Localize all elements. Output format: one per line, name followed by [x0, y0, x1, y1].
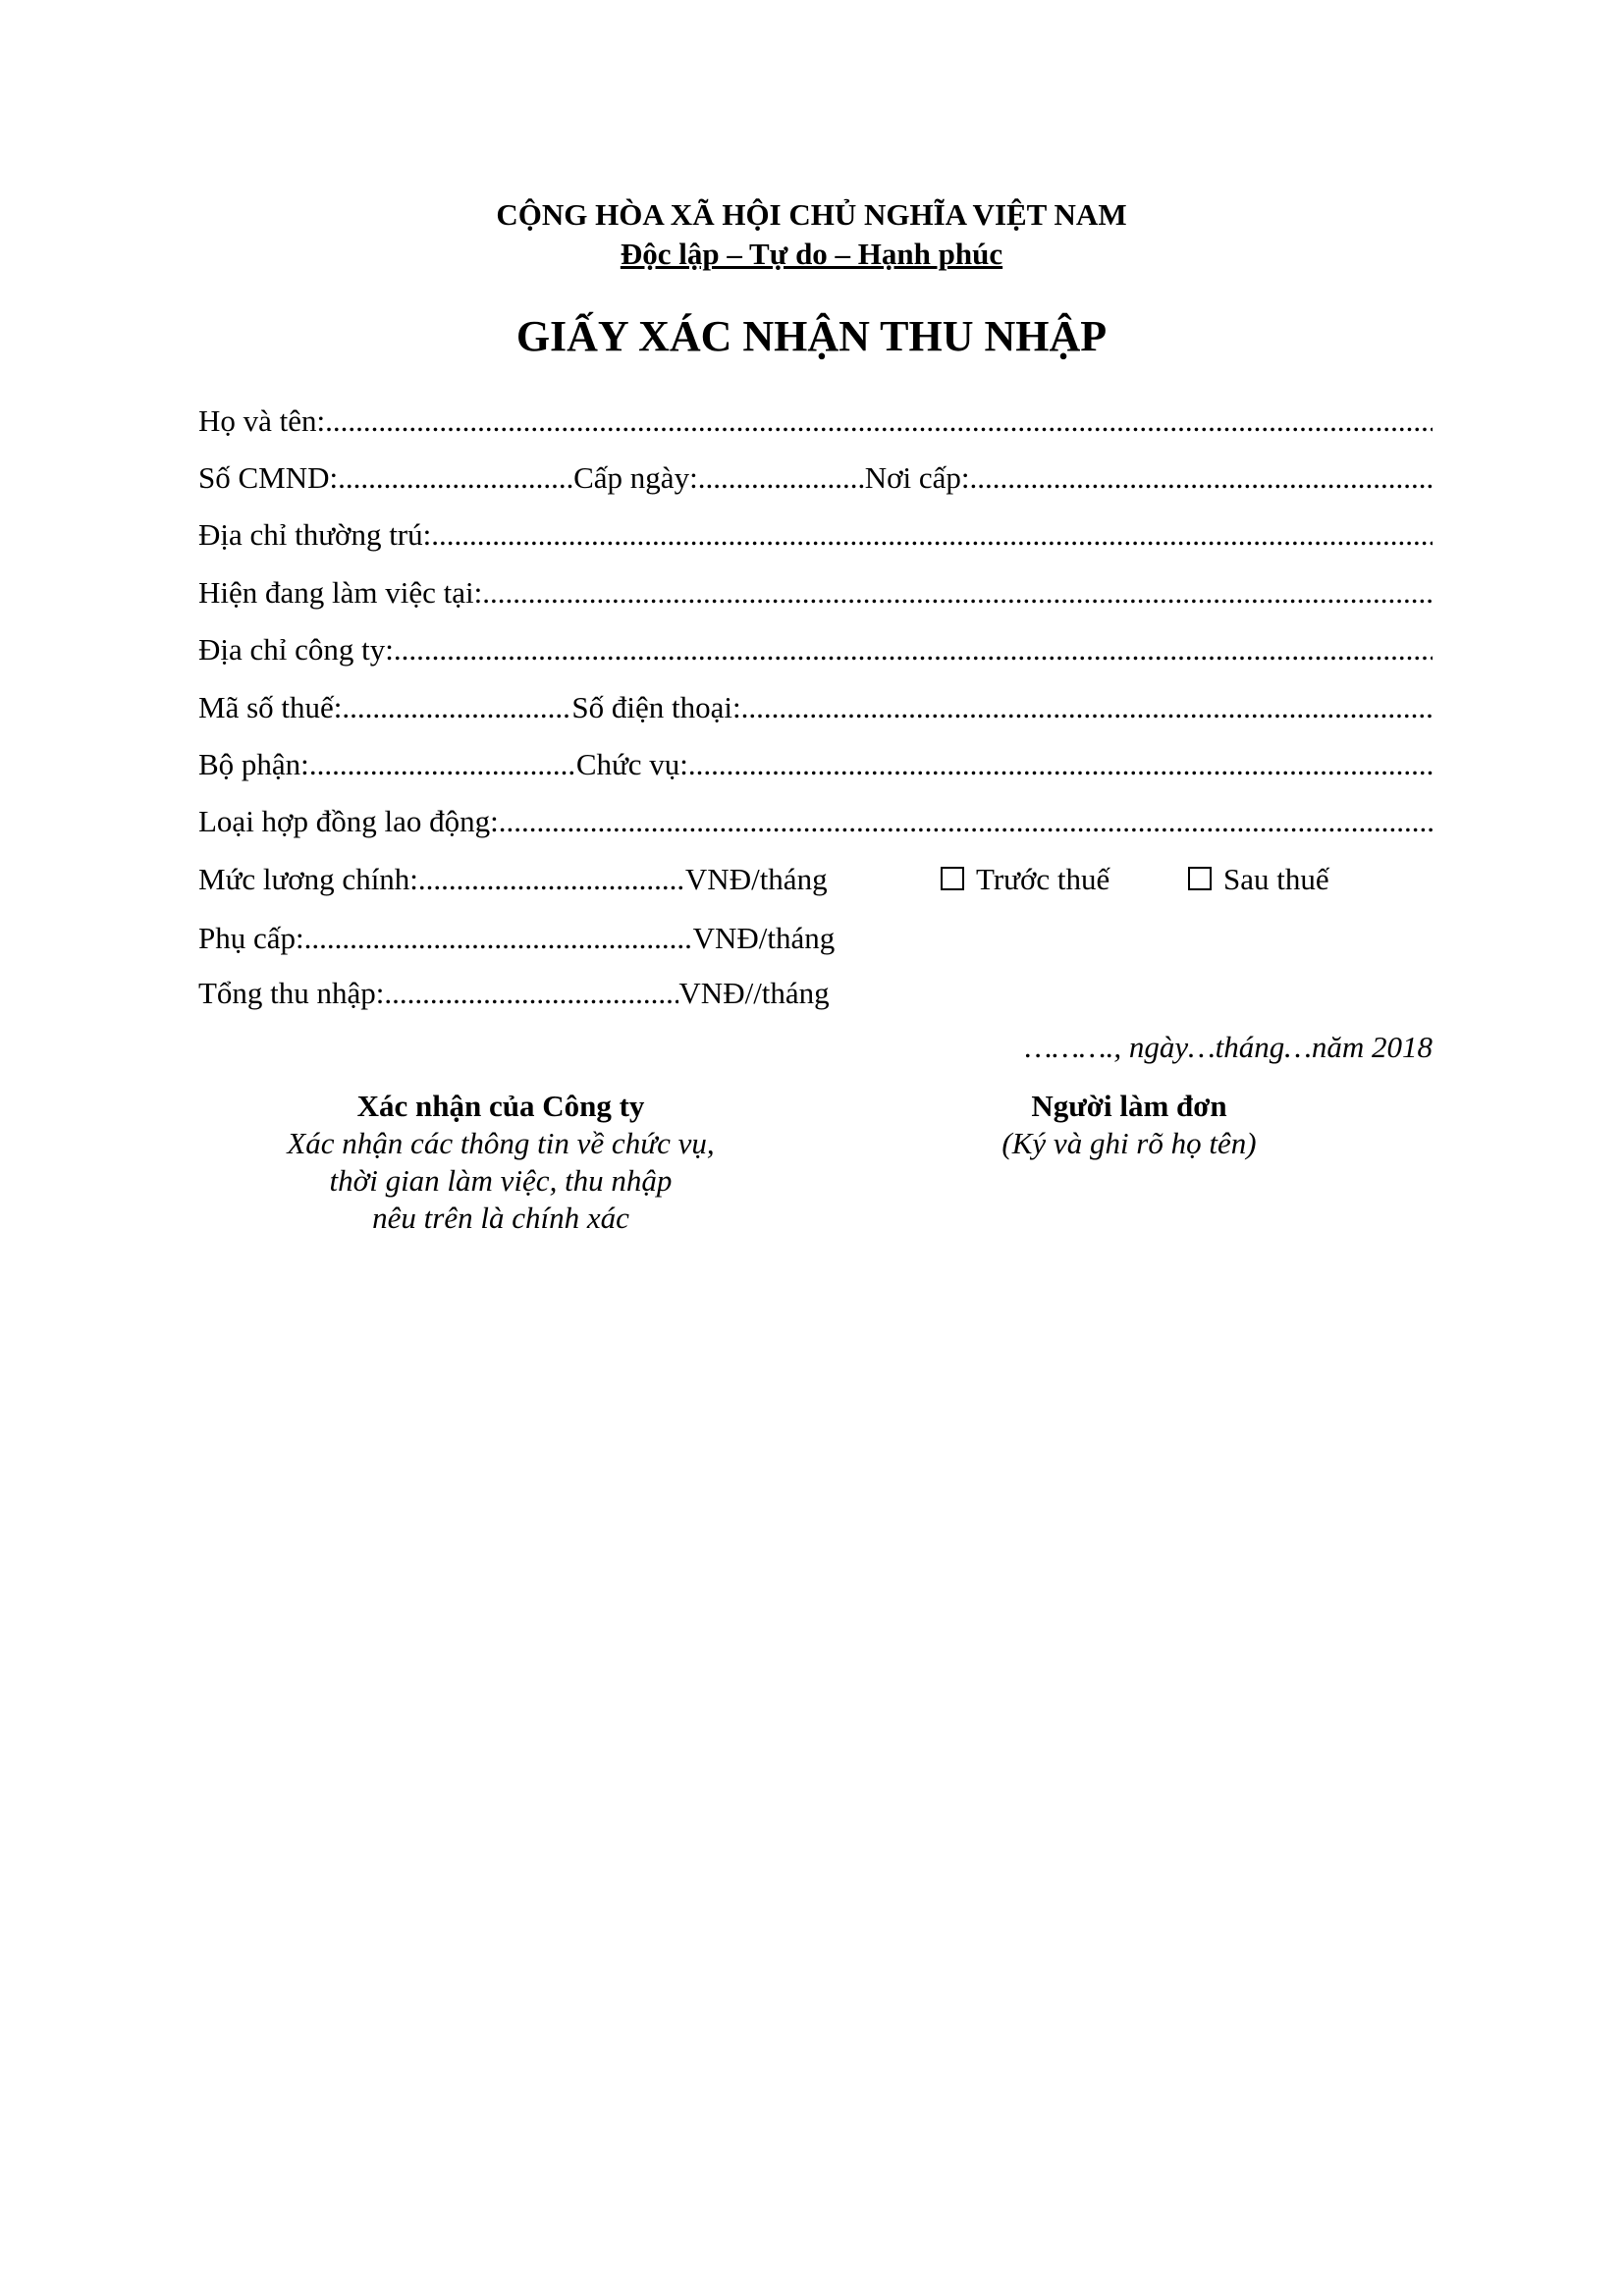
row-current-workplace — [198, 572, 1433, 614]
full-name-blank[interactable] — [325, 400, 1433, 442]
total-income-label: Tổng thu nhập: — [198, 976, 385, 1010]
row-allowance — [198, 918, 886, 959]
contract-type-blank[interactable] — [499, 801, 1433, 842]
motto-text: Độc lập – Tự do – Hạnh phúc — [620, 237, 1003, 271]
allowance-unit: VNĐ/tháng — [692, 921, 836, 955]
phone-label: Số điện thoại: — [571, 690, 741, 724]
allowance-blank[interactable] — [304, 918, 693, 959]
row-base-salary — [198, 859, 886, 900]
tax-code-blank[interactable] — [342, 687, 571, 728]
row-contract-type — [198, 801, 1433, 842]
company-confirmation-line-2: thời gian làm việc, thu nhập — [329, 1163, 673, 1198]
department-label: Bộ phận: — [198, 747, 309, 781]
position-label: Chức vụ: — [575, 747, 688, 781]
issue-place-blank[interactable] — [969, 457, 1433, 499]
national-title: CỘNG HÒA XÃ HỘI CHỦ NGHĨA VIỆT NAM — [496, 197, 1127, 232]
applicant-heading: Người làm đơn — [1031, 1089, 1227, 1123]
row-company-address — [198, 629, 1433, 670]
motto — [0, 236, 1623, 273]
current-workplace-label: Hiện đang làm việc tại: — [198, 575, 483, 610]
after-tax-checkbox[interactable] — [1188, 867, 1212, 890]
company-confirmation-line-1: Xác nhận các thông tin về chức vụ, — [287, 1126, 715, 1160]
base-salary-blank[interactable] — [418, 859, 685, 900]
company-confirmation-block — [226, 1088, 776, 1237]
company-confirmation-heading: Xác nhận của Công ty — [356, 1089, 645, 1123]
before-tax-label: Trước thuế — [976, 862, 1110, 896]
position-blank[interactable] — [688, 744, 1433, 785]
row-full-name — [198, 400, 1433, 442]
before-tax-checkbox[interactable] — [941, 867, 964, 890]
date-line: ………., ngày…tháng…năm 2018 — [1024, 1030, 1433, 1064]
before-tax-option[interactable] — [941, 859, 1109, 900]
contract-type-label: Loại hợp đồng lao động: — [198, 804, 499, 838]
row-total-income — [198, 973, 886, 1014]
id-number-blank[interactable] — [338, 457, 573, 499]
applicant-note: (Ký và ghi rõ họ tên) — [1001, 1126, 1257, 1160]
row-department-position — [198, 744, 1433, 785]
permanent-address-blank[interactable] — [431, 514, 1433, 556]
company-address-blank[interactable] — [394, 629, 1433, 670]
issue-place-label: Nơi cấp: — [864, 460, 970, 495]
permanent-address-label: Địa chỉ thường trú: — [198, 517, 432, 552]
after-tax-option[interactable] — [1188, 859, 1329, 900]
row-id-card — [198, 457, 1433, 499]
row-tax-phone — [198, 687, 1433, 728]
id-number-label: Số CMND: — [198, 460, 339, 495]
after-tax-label: Sau thuế — [1223, 862, 1329, 896]
allowance-label: Phụ cấp: — [198, 921, 304, 955]
document-title: GIẤY XÁC NHẬN THU NHẬP — [515, 312, 1108, 360]
applicant-block — [933, 1088, 1325, 1162]
total-income-blank[interactable] — [384, 973, 678, 1014]
issue-date-blank[interactable] — [698, 457, 865, 499]
company-address-label: Địa chỉ công ty: — [198, 632, 394, 667]
department-blank[interactable] — [309, 744, 576, 785]
full-name-label: Họ và tên: — [198, 403, 326, 438]
current-workplace-blank[interactable] — [482, 572, 1433, 614]
company-confirmation-line-3: nêu trên là chính xác — [372, 1201, 629, 1235]
issue-date-label: Cấp ngày: — [573, 460, 698, 495]
phone-blank[interactable] — [741, 687, 1433, 728]
total-income-unit: VNĐ//tháng — [678, 976, 830, 1010]
row-permanent-address — [198, 514, 1433, 556]
base-salary-label: Mức lương chính: — [198, 862, 418, 896]
base-salary-unit: VNĐ/tháng — [684, 862, 828, 896]
tax-code-label: Mã số thuế: — [198, 690, 343, 724]
